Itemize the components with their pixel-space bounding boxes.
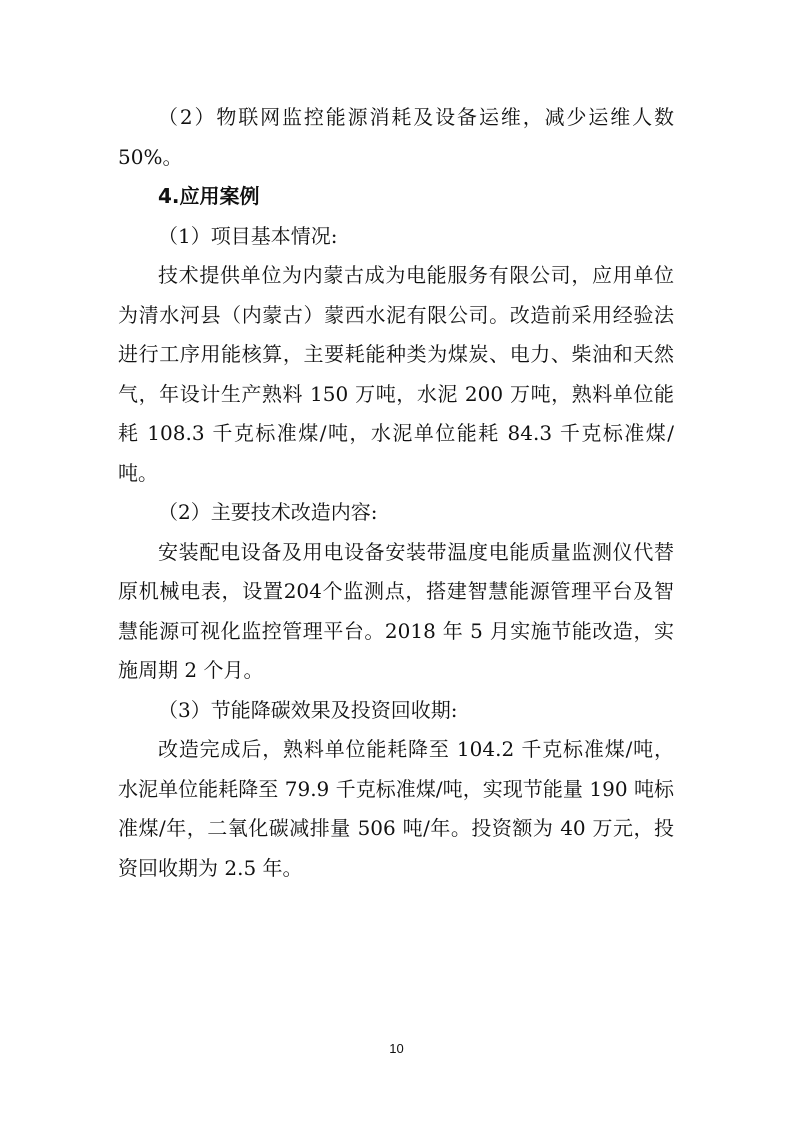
paragraph-retrofit-content: 安装配电设备及用电设备安装带温度电能质量监测仪代替原机械电表，设置204个监测点，搭建智慧能源管理平台及智慧能源可视化监控管理平台。2018 年 5 月实施节能改造，实施周期 2 个月。 xyxy=(118,539,674,682)
body-text xyxy=(118,98,674,888)
subheading-retrofit-content: （2）主要技术改造内容: xyxy=(158,500,378,524)
paragraph-effect-payback: 改造完成后，熟料单位能耗降至 104.2 千克标准煤/吨，水泥单位能耗降至 79.9 千克标准煤/吨，实现节能量 190 吨标准煤/年，二氧化碳减排量 506 吨/年。投资额为 40 万元，投资回收期为 2.5 年。 xyxy=(118,737,674,880)
subheading-effect-payback: （3）节能降碳效果及投资回收期: xyxy=(158,697,458,722)
paragraph-iot-monitoring: （2）物联网监控能源消耗及设备运维，减少运维人数50%。 xyxy=(118,105,674,169)
page-number: 10 xyxy=(389,1041,404,1056)
paragraph-project-basics: 技术提供单位为内蒙古成为电能服务有限公司，应用单位为清水河县（内蒙古）蒙西水泥有限公司。改造前采用经验法进行工序用能核算，主要耗能种类为煤炭、电力、柴油和天然气，年设计生产熟料 150 万吨，水泥 200 万吨，熟料单位能耗 108.3 千克标准煤/吨，水泥单位能耗 84.3 千克标准煤/吨。 xyxy=(118,263,674,485)
section-heading-case: 4.应用案例 xyxy=(158,184,260,208)
subheading-project-basics: （1）项目基本情况: xyxy=(158,223,338,248)
